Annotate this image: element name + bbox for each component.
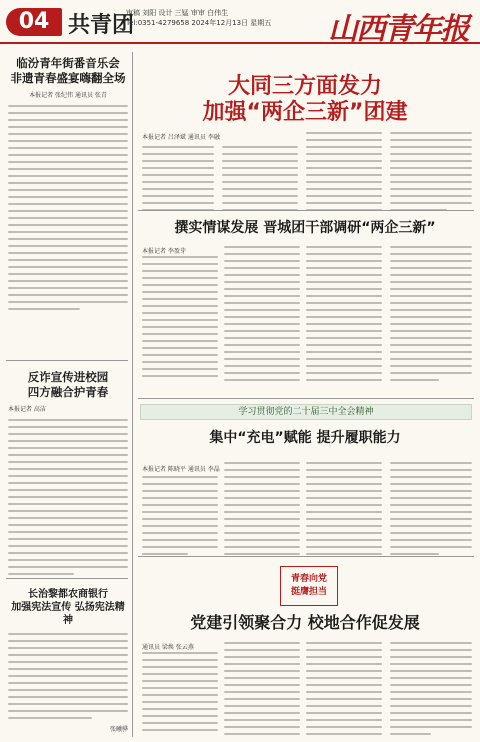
- main-divider-3: [138, 556, 474, 557]
- header-meta: [126, 8, 271, 28]
- story4-byline: 通讯员 梁焕 张云燕: [142, 644, 194, 651]
- left-article-1-headline-1: 临汾青年街番音乐会: [16, 56, 120, 70]
- story3-title: 集中“充电”赋能 提升履职能力: [209, 430, 401, 446]
- feature-tag-line1: 青春向党: [290, 574, 327, 584]
- story4-body-col2: [224, 642, 300, 740]
- left-divider-2: [6, 578, 128, 579]
- left-article-3-author: 张曦骅: [109, 726, 128, 733]
- story3-body-col4: [390, 462, 472, 560]
- page-header: [0, 0, 480, 47]
- story3-byline: 本报记者 陈晓平 通讯员 李晶: [142, 466, 220, 473]
- story4-body-col1: [142, 652, 218, 736]
- story2-body-col4: [390, 246, 472, 386]
- feature-tag-box: [280, 566, 338, 606]
- story4-title: 党建引领聚合力 校地合作促发展: [190, 613, 420, 632]
- feature-tag-line2: 挺膺担当: [290, 587, 327, 597]
- left-article-3: [8, 588, 128, 733]
- lead-body-col3: [306, 132, 382, 216]
- left-article-2: [8, 370, 128, 580]
- left-article-3-headline-2: 加强宪法宣传 弘扬宪法精神: [11, 602, 125, 626]
- left-article-1-headline-2: 非遗青春盛宴嗨翻全场: [10, 71, 126, 85]
- header-meta-line2: Tel:0351-4279658 2024年12月13日 星期五: [126, 19, 272, 27]
- left-article-1-byline: 本报记者 张纪伟 通讯员 张青: [29, 92, 107, 99]
- lead-body-col1: [142, 146, 214, 216]
- lead-title-line2: 加强“两企三新”团建: [202, 100, 408, 125]
- left-article-3-body: [8, 633, 128, 719]
- story2-byline: 本报记者 李盈芽: [142, 248, 186, 255]
- lead-body-col4: [390, 132, 472, 216]
- left-divider-1: [6, 360, 128, 361]
- story2-title: 撰实情谋发展 晋城团干部调研“两企三新”: [174, 220, 436, 236]
- section-name: 共青团: [68, 12, 135, 38]
- left-article-2-headline-1: 反诈宣传进校园: [27, 370, 109, 384]
- newspaper-logo: 山西青年报: [328, 12, 468, 47]
- lead-body-col2: [222, 146, 298, 216]
- story4-body-col4: [390, 642, 472, 740]
- story3-body-col2: [224, 462, 300, 560]
- page-number: 04: [6, 8, 62, 36]
- left-article-2-body: [8, 419, 128, 575]
- story4-body-col3: [306, 642, 382, 740]
- story2-body-col3: [306, 246, 382, 386]
- main-divider-2: [138, 398, 474, 399]
- story3-body-col1: [142, 476, 218, 560]
- left-article-2-byline: 本报记者 高洁: [8, 406, 46, 413]
- story2-body-col1: [142, 256, 218, 382]
- header-meta-line1: 审稿 刘阳 设计 三锰 审审 白伟生: [126, 9, 229, 17]
- left-article-1: [8, 56, 128, 315]
- column-divider: [132, 52, 133, 737]
- left-article-1-body: [8, 105, 128, 310]
- story3-body-col3: [306, 462, 382, 560]
- left-article-2-headline-2: 四方融合护青春: [27, 385, 109, 399]
- lead-byline: 本报记者 吕泽斌 通讯员 李融: [142, 134, 220, 141]
- section-banner: 学习贯彻党的二十届三中全会精神: [140, 404, 472, 420]
- main-divider-1: [138, 210, 474, 211]
- lead-title-line1: 大同三方面发力: [227, 74, 382, 99]
- left-article-3-headline-1: 长治黎都农商银行: [28, 589, 108, 600]
- story2-body-col2: [224, 246, 300, 386]
